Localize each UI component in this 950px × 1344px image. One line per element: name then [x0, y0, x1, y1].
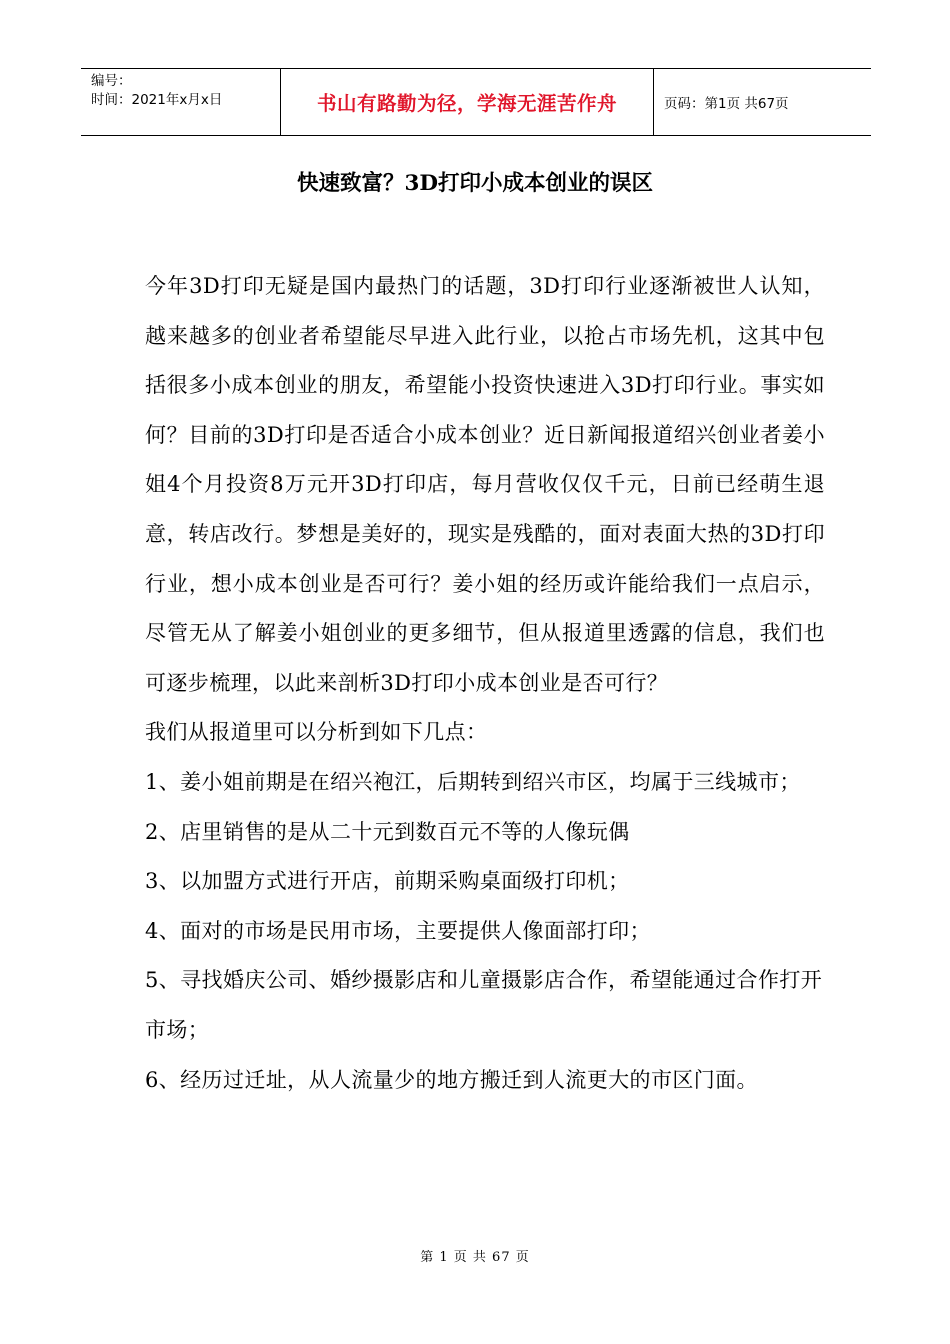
header-meta-cell	[81, 69, 281, 135]
time-label: 时间：2021年x月x日	[91, 92, 223, 108]
serial-number-label: 编号：	[91, 73, 132, 89]
page-info: 页码：第1页 共67页	[664, 96, 789, 112]
list-item: 1、姜小姐前期是在绍兴袍江，后期转到绍兴市区，均属于三线城市；	[145, 769, 801, 794]
intro-paragraph: 今年3D打印无疑是国内最热门的话题，3D打印行业逐渐被世人认知，越来越多的创业者希望能尽早进入此行业，以抢占市场先机，这其中包括很多小成本创业的朋友，希望能小投资快速进入3D打印行业。事实如何？目前的3D打印是否适合小成本创业？近日新闻报道绍兴创业者姜小姐4个月投资8万元开3D打印店，每月营收仅仅千元，日前已经萌生退意，转店改行。梦想是美好的，现实是残酷的，面对表面大热的3D打印行业，想小成本创业是否可行？姜小姐的经历或许能给我们一点启示，尽管无从了解姜小姐创业的更多细节，但从报道里透露的信息，我们也可逐步梳理，以此来剖析3D打印小成本创业是否可行？	[145, 274, 825, 695]
list-item: 4、面对的市场是民用市场，主要提供人像面部打印；	[145, 918, 651, 943]
document-body	[145, 262, 825, 1105]
page-footer: 第 1 页 共 67 页	[420, 1250, 530, 1265]
header-motto-cell	[281, 69, 654, 135]
list-item: 3、以加盟方式进行开店，前期采购桌面级打印机；	[145, 869, 630, 894]
document-title: 快速致富？3D打印小成本创业的误区	[296, 171, 654, 196]
header-page-cell	[654, 69, 871, 135]
analysis-lead-paragraph: 我们从报道里可以分析到如下几点：	[145, 720, 488, 745]
list-item: 2、店里销售的是从二十元到数百元不等的人像玩偶	[145, 819, 630, 844]
motto-text: 书山有路勤为径，学海无涯苦作舟	[316, 92, 617, 115]
header-table	[81, 68, 871, 136]
list-item: 5、寻找婚庆公司、婚纱摄影店和儿童摄影店合作，希望能通过合作打开市场；	[145, 968, 823, 1042]
list-item: 6、经历过迁址，从人流量少的地方搬迁到人流更大的市区门面。	[145, 1067, 758, 1092]
